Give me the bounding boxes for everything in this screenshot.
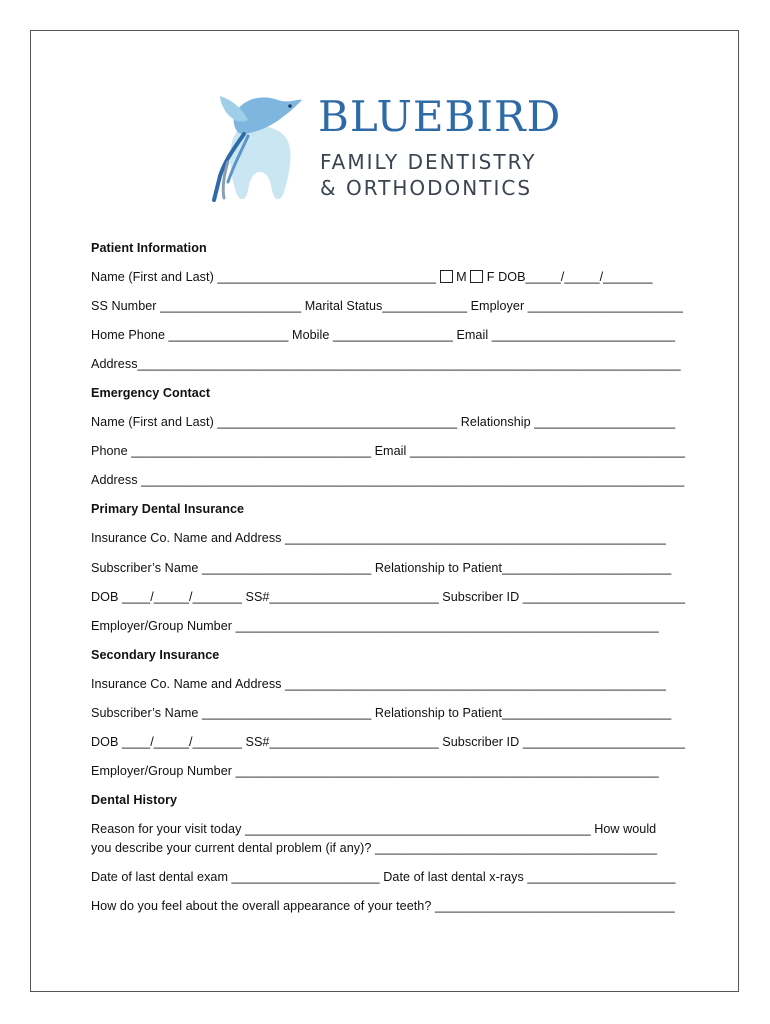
bluebird-logo — [198, 92, 570, 204]
address-row[interactable]: Address_____________________________________________________________________________ — [91, 357, 681, 371]
dental-problem-row[interactable]: you describe your current dental problem (if any)? ________________________________________ — [91, 841, 658, 855]
patient-info-heading: Patient Information — [91, 241, 207, 255]
secondary-insurance-co-row[interactable]: Insurance Co. Name and Address ______________________________________________________ — [91, 677, 666, 691]
logo-subtitle-1: FAMILY DENTISTRY — [320, 150, 537, 174]
emergency-name-row[interactable]: Name (First and Last) __________________________________ Relationship ____________________ — [91, 415, 676, 429]
logo-subtitle-2: & ORTHODONTICS — [320, 176, 533, 200]
phone-mobile-email-row[interactable]: Home Phone _________________ Mobile _________________ Email __________________________ — [91, 328, 676, 342]
patient-name-field[interactable]: Name (First and Last) _______________________________ — [91, 270, 440, 284]
primary-dob-row[interactable]: DOB ____/_____/_______ SS#________________________ Subscriber ID _______________________ — [91, 590, 686, 604]
ss-marital-employer-row[interactable]: SS Number ____________________ Marital Status____________ Employer ______________________ — [91, 299, 683, 313]
secondary-subscriber-row[interactable]: Subscriber’s Name ________________________ Relationship to Patient________________________ — [91, 706, 672, 720]
primary-insurance-heading: Primary Dental Insurance — [91, 502, 245, 516]
male-checkbox[interactable] — [440, 270, 453, 283]
female-checkbox[interactable] — [470, 270, 483, 283]
male-label: M — [452, 270, 471, 284]
bird-tooth-icon — [198, 92, 313, 204]
emergency-contact-heading: Emergency Contact — [91, 386, 211, 400]
last-exam-row[interactable]: Date of last dental exam _____________________ Date of last dental x-rays _____________________ — [91, 870, 676, 884]
secondary-dob-row[interactable]: DOB ____/_____/_______ SS#________________________ Subscriber ID _______________________ — [91, 735, 686, 749]
visit-reason-row[interactable]: Reason for your visit today _________________________________________________ How would — [91, 822, 657, 836]
appearance-row[interactable]: How do you feel about the overall appearance of your teeth? __________________________________ — [91, 899, 675, 913]
secondary-insurance-heading: Secondary Insurance — [91, 648, 220, 662]
primary-insurance-co-row[interactable]: Insurance Co. Name and Address ______________________________________________________ — [91, 531, 666, 545]
dental-history-heading: Dental History — [91, 793, 178, 807]
primary-subscriber-row[interactable]: Subscriber’s Name ________________________ Relationship to Patient________________________ — [91, 561, 672, 575]
emergency-address-row[interactable]: Address _____________________________________________________________________________ — [91, 473, 685, 487]
secondary-employer-row[interactable]: Employer/Group Number ____________________________________________________________ — [91, 764, 659, 778]
emergency-phone-row[interactable]: Phone __________________________________ Email _______________________________________ — [91, 444, 685, 458]
patient-name-row — [91, 269, 653, 285]
logo-title: BLUEBIRD — [318, 92, 562, 141]
primary-employer-row[interactable]: Employer/Group Number ____________________________________________________________ — [91, 619, 659, 633]
female-dob-label[interactable]: F DOB_____/_____/_______ — [483, 270, 653, 284]
